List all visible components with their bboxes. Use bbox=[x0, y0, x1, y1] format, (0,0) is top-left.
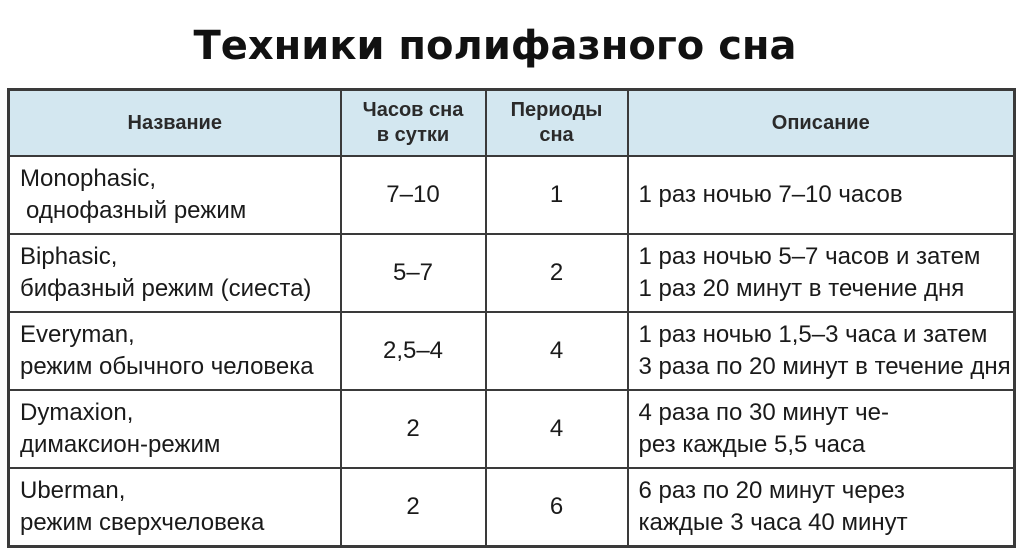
header-periods bbox=[486, 90, 628, 157]
name-cell bbox=[9, 312, 341, 390]
description-cell bbox=[628, 312, 1015, 390]
hours-cell: 2,5–4 bbox=[341, 312, 486, 390]
name-line2: однофазный режим bbox=[26, 197, 247, 224]
description-cell bbox=[628, 156, 1015, 234]
table-row bbox=[9, 468, 1015, 547]
name-line1: Biphasic, bbox=[20, 243, 118, 270]
name-line2: режим сверхчеловека bbox=[20, 509, 265, 536]
name-line1: Monophasic, bbox=[20, 165, 157, 192]
name-cell bbox=[9, 234, 341, 312]
description-cell bbox=[628, 390, 1015, 468]
hours-cell: 2 bbox=[341, 390, 486, 468]
header-hours bbox=[341, 90, 486, 157]
table-body bbox=[9, 156, 1015, 547]
header-hours-line2: в сутки bbox=[376, 124, 450, 146]
name-line2: бифазный режим (сиеста) bbox=[20, 275, 312, 302]
header-name bbox=[9, 90, 341, 157]
description-line1: 1 раз ночью 1,5–3 часа и затем bbox=[638, 321, 988, 348]
header-description-label: Описание bbox=[771, 111, 870, 134]
periods-cell: 1 bbox=[486, 156, 628, 234]
name-line1: Everyman, bbox=[20, 321, 135, 348]
header-row bbox=[9, 90, 1015, 157]
name-cell bbox=[9, 390, 341, 468]
periods-cell: 2 bbox=[486, 234, 628, 312]
description-line2: рез каждые 5,5 часа bbox=[638, 431, 866, 458]
table-row bbox=[9, 234, 1015, 312]
description-line1: 6 раз по 20 минут через bbox=[638, 477, 905, 504]
name-line2: димаксион-режим bbox=[20, 431, 221, 458]
name-cell bbox=[9, 468, 341, 547]
page-title: Техники полифазного сна bbox=[193, 23, 797, 69]
name-line1: Dymaxion, bbox=[20, 399, 134, 426]
name-line1: Uberman, bbox=[20, 477, 126, 504]
hours-cell: 5–7 bbox=[341, 234, 486, 312]
description-line2: каждые 3 часа 40 минут bbox=[638, 509, 908, 536]
table-row bbox=[9, 312, 1015, 390]
description-cell bbox=[628, 234, 1015, 312]
header-hours-line1: Часов сна bbox=[362, 99, 464, 121]
header-periods-line1: Периоды bbox=[510, 99, 603, 121]
periods-cell: 4 bbox=[486, 312, 628, 390]
description-cell bbox=[628, 468, 1015, 547]
description-line1: 4 раза по 30 минут че- bbox=[638, 399, 889, 426]
name-cell bbox=[9, 156, 341, 234]
hours-cell: 2 bbox=[341, 468, 486, 547]
table-row bbox=[9, 390, 1015, 468]
periods-cell: 4 bbox=[486, 390, 628, 468]
name-line2: режим обычного человека bbox=[20, 353, 314, 380]
header-name-label: Название bbox=[127, 111, 222, 134]
sleep-techniques-table bbox=[7, 88, 1016, 548]
description-line1: 1 раз ночью 7–10 часов bbox=[638, 181, 903, 208]
description-line2: 3 раза по 20 минут в течение дня bbox=[638, 353, 1011, 380]
hours-cell: 7–10 bbox=[341, 156, 486, 234]
description-line2: 1 раз 20 минут в течение дня bbox=[638, 275, 965, 302]
description-line1: 1 раз ночью 5–7 часов и затем bbox=[638, 243, 981, 270]
periods-cell: 6 bbox=[486, 468, 628, 547]
table-row bbox=[9, 156, 1015, 234]
header-description bbox=[628, 90, 1015, 157]
table-header bbox=[9, 90, 1015, 157]
header-periods-line2: сна bbox=[539, 124, 574, 146]
